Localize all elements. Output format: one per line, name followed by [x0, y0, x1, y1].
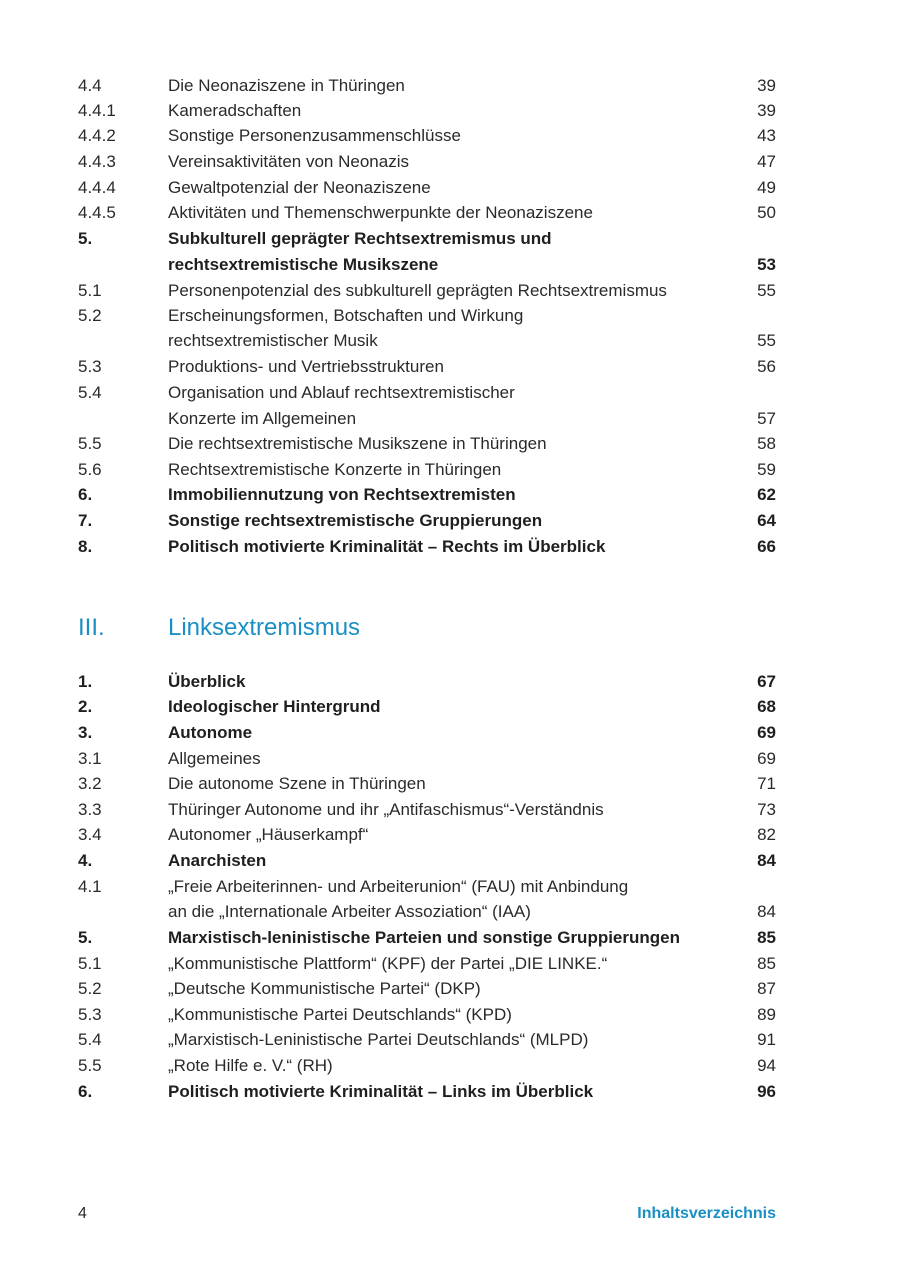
toc-number: 1. [78, 672, 93, 691]
toc-row[interactable] [0, 823, 900, 847]
toc-row[interactable] [0, 176, 900, 200]
toc-number: 5.2 [78, 306, 102, 325]
toc-page: 53 [757, 255, 776, 274]
toc-title: Kameradschaften [168, 101, 302, 120]
toc-title: Rechtsextremistische Konzerte in Thüringen [168, 460, 502, 479]
toc-title: Sonstige rechtsextremistische Gruppierungen [168, 511, 543, 530]
toc-title: Immobiliennutzung von Rechtsextremisten [168, 485, 516, 504]
toc-row[interactable] [0, 458, 900, 482]
toc-number: 6. [78, 1082, 93, 1101]
toc-title: Erscheinungsformen, Botschaften und Wirkung [168, 306, 524, 325]
toc-number: 4.1 [78, 877, 102, 896]
toc-row-chapter[interactable] [0, 227, 900, 251]
toc-page: 69 [757, 749, 776, 768]
toc-page: 89 [757, 1005, 776, 1024]
toc-title: Konzerte im Allgemeinen [168, 409, 357, 428]
toc-row-chapter[interactable] [0, 721, 900, 745]
toc-row[interactable] [0, 150, 900, 174]
toc-title: an die „Internationale Arbeiter Assoziation“ (IAA) [168, 902, 531, 921]
toc-row[interactable] [0, 201, 900, 225]
toc-title: rechtsextremistischer Musik [168, 331, 378, 350]
toc-number: 4.4.1 [78, 101, 116, 120]
toc-title: „Kommunistische Plattform“ (KPF) der Partei „DIE LINKE.“ [168, 954, 608, 973]
toc-number: 5. [78, 229, 93, 248]
toc-page: 39 [757, 101, 776, 120]
toc-title: Die autonome Szene in Thüringen [168, 774, 426, 793]
toc-page: 73 [757, 800, 776, 819]
toc-number: 5.3 [78, 1005, 102, 1024]
toc-number: 4.4.4 [78, 178, 116, 197]
toc-row[interactable] [0, 772, 900, 796]
toc-title: Überblick [168, 672, 246, 691]
toc-page: 59 [757, 460, 776, 479]
toc-row-continuation[interactable] [0, 900, 900, 924]
toc-page: 96 [757, 1082, 776, 1101]
toc-page: 64 [757, 511, 776, 530]
toc-number: 4.4.5 [78, 203, 116, 222]
toc-title: Anarchisten [168, 851, 267, 870]
toc-page: 47 [757, 152, 776, 171]
toc-number: 8. [78, 537, 93, 556]
toc-page: 55 [757, 331, 776, 350]
toc-row[interactable] [0, 432, 900, 456]
toc-row-chapter[interactable] [0, 849, 900, 873]
toc-title: Marxistisch-leninistische Parteien und sonstige Gruppierungen [168, 928, 680, 947]
toc-row[interactable] [0, 1003, 900, 1027]
toc-number: 4.4 [78, 76, 102, 95]
toc-title: Ideologischer Hintergrund [168, 697, 381, 716]
toc-row-chapter[interactable] [0, 535, 900, 559]
toc-row-chapter-continuation[interactable] [0, 253, 900, 277]
toc-number: 5.1 [78, 954, 102, 973]
toc-number: 5.3 [78, 357, 102, 376]
toc-row-chapter[interactable] [0, 695, 900, 719]
toc-title: „Kommunistische Partei Deutschlands“ (KPD) [168, 1005, 512, 1024]
toc-page: 68 [757, 697, 776, 716]
toc-row-chapter[interactable] [0, 509, 900, 533]
footer-page-number: 4 [78, 1205, 87, 1222]
toc-page: 50 [757, 203, 776, 222]
toc-row-chapter[interactable] [0, 670, 900, 694]
toc-page: 94 [757, 1056, 776, 1075]
toc-number: 5.4 [78, 1030, 102, 1049]
toc-page: 84 [757, 902, 776, 921]
toc-page: 62 [757, 485, 776, 504]
toc-row[interactable] [0, 952, 900, 976]
footer-running-title: Inhaltsverzeichnis [637, 1205, 776, 1222]
toc-number: 3.1 [78, 749, 102, 768]
toc-number: 5.1 [78, 281, 102, 300]
toc-number: 3.4 [78, 825, 102, 844]
toc-title: Organisation und Ablauf rechtsextremistischer [168, 383, 515, 402]
toc-row[interactable] [0, 1054, 900, 1078]
toc-number: 5.5 [78, 1056, 102, 1075]
toc-row[interactable] [0, 381, 900, 405]
toc-page: 56 [757, 357, 776, 376]
toc-row-chapter[interactable] [0, 483, 900, 507]
toc-number: 5.6 [78, 460, 102, 479]
toc-page: 49 [757, 178, 776, 197]
toc-title: „Freie Arbeiterinnen- und Arbeiterunion“ (FAU) mit Anbindung [168, 877, 629, 896]
toc-number: 5.4 [78, 383, 102, 402]
toc-number: 5. [78, 928, 93, 947]
toc-row-chapter[interactable] [0, 1080, 900, 1104]
section-title: Linksextremismus [168, 614, 361, 641]
toc-title: Die Neonaziszene in Thüringen [168, 76, 405, 95]
toc-page: 43 [757, 126, 776, 145]
toc-title: „Deutsche Kommunistische Partei“ (DKP) [168, 979, 481, 998]
toc-title: Sonstige Personenzusammenschlüsse [168, 126, 461, 145]
toc-row[interactable] [0, 304, 900, 328]
toc-page: 57 [757, 409, 776, 428]
toc-title: Thüringer Autonome und ihr „Antifaschismus“-Verständnis [168, 800, 604, 819]
toc-title: „Rote Hilfe e. V.“ (RH) [168, 1056, 333, 1075]
toc-number: 4. [78, 851, 93, 870]
toc-page: 84 [757, 851, 776, 870]
toc-row[interactable] [0, 1028, 900, 1052]
toc-row[interactable] [0, 798, 900, 822]
toc-number: 3.3 [78, 800, 102, 819]
toc-title: Produktions- und Vertriebsstrukturen [168, 357, 444, 376]
toc-page: 71 [757, 774, 776, 793]
toc-number: 5.5 [78, 434, 102, 453]
toc-number: 3.2 [78, 774, 102, 793]
toc-number: 4.4.3 [78, 152, 116, 171]
toc-page: 58 [757, 434, 776, 453]
toc-row-continuation[interactable] [0, 407, 900, 431]
toc-number: 5.2 [78, 979, 102, 998]
toc-title: Aktivitäten und Themenschwerpunkte der Neonaziszene [168, 203, 593, 222]
toc-page: 69 [757, 723, 776, 742]
toc-title: Vereinsaktivitäten von Neonazis [168, 152, 409, 171]
toc-page: 85 [757, 928, 776, 947]
toc-row[interactable] [0, 875, 900, 899]
toc-row[interactable] [0, 74, 900, 98]
toc-title: Politisch motivierte Kriminalität – Links im Überblick [168, 1082, 594, 1101]
toc-title: Allgemeines [168, 749, 261, 768]
toc-title: Die rechtsextremistische Musikszene in Thüringen [168, 434, 547, 453]
toc-row[interactable] [0, 977, 900, 1001]
toc-title: Politisch motivierte Kriminalität – Rechts im Überblick [168, 537, 606, 556]
toc-title: Personenpotenzial des subkulturell geprägten Rechtsextremismus [168, 281, 667, 300]
toc-row[interactable] [0, 747, 900, 771]
toc-page: 67 [757, 672, 776, 691]
toc-page: 55 [757, 281, 776, 300]
toc-row[interactable] [0, 99, 900, 123]
toc-title: Autonome [168, 723, 253, 742]
toc-page: 39 [757, 76, 776, 95]
toc-title: rechtsextremistische Musikszene [168, 255, 439, 274]
toc-page: 87 [757, 979, 776, 998]
toc-number: 4.4.2 [78, 126, 116, 145]
toc-row[interactable] [0, 124, 900, 148]
toc-number: 6. [78, 485, 93, 504]
toc-page: 82 [757, 825, 776, 844]
section-number: III. [78, 614, 105, 641]
toc-row-continuation[interactable] [0, 329, 900, 353]
toc-number: 2. [78, 697, 93, 716]
section-heading-linksextremismus[interactable] [0, 612, 900, 644]
toc-page: 91 [757, 1030, 776, 1049]
toc-row[interactable] [0, 279, 900, 303]
toc-page: 66 [757, 537, 776, 556]
toc-number: 7. [78, 511, 93, 530]
toc-title: Autonomer „Häuserkampf“ [168, 825, 369, 844]
toc-number: 3. [78, 723, 93, 742]
toc-page: 85 [757, 954, 776, 973]
toc-title: Gewaltpotenzial der Neonaziszene [168, 178, 431, 197]
toc-row-chapter[interactable] [0, 926, 900, 950]
toc-title: „Marxistisch-Leninistische Partei Deutschlands“ (MLPD) [168, 1030, 589, 1049]
toc-row[interactable] [0, 355, 900, 379]
toc-title: Subkulturell geprägter Rechtsextremismus und [168, 229, 552, 248]
